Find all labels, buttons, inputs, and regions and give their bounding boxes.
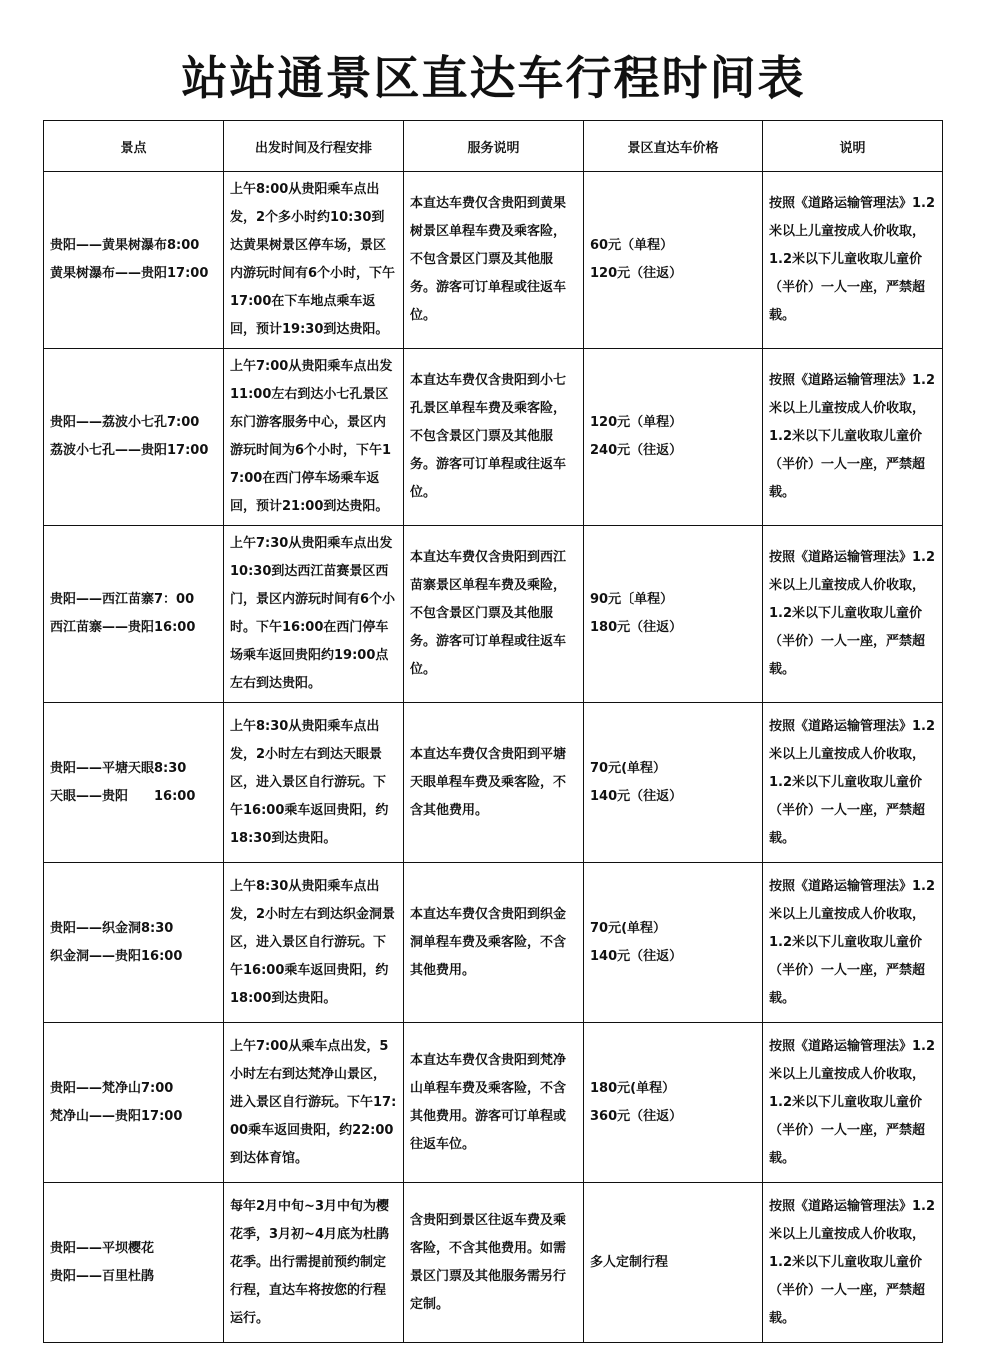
schedule-cell: 上午7:00从贵阳乘车点出发11:00左右到达小七孔景区东门游客服务中心，景区内游玩时间为6个小时，下午17:00在西门停车场乘车返回，预计21:00到达贵阳。 (224, 349, 404, 526)
spot-return: 天眼——贵阳 16:00 (50, 788, 196, 804)
price-single: 120元（单程） (590, 415, 683, 430)
price-round: 360元（往返） (590, 1108, 683, 1124)
table-row (44, 349, 943, 526)
table-row (44, 703, 943, 863)
price-cell (584, 349, 763, 526)
schedule-cell: 每年2月中旬~3月中旬为樱花季，3月初~4月底为杜鹃花季。出行需提前预约制定行程，直达车将按您的行程运行。 (224, 1183, 404, 1343)
schedule-cell: 上午7:00从乘车点出发，5小时左右到达梵净山景区，进入景区自行游玩。下午17:00乘车返回贵阳，约22:00到达体育馆。 (224, 1023, 404, 1183)
spot-cell (44, 172, 224, 349)
note-cell: 按照《道路运输管理法》1.2米以上儿童按成人价收取，1.2米以下儿童收取儿童价（半价）一人一座，严禁超载。 (763, 172, 943, 349)
header-spot: 景点 (44, 121, 224, 172)
price-round: 240元（往返） (590, 443, 683, 458)
spot-outbound: 贵阳——西江苗寨7：00 (50, 592, 195, 607)
spot-return: 黄果树瀑布——贵阳17:00 (50, 266, 209, 281)
table-row (44, 526, 943, 703)
spot-cell (44, 526, 224, 703)
service-cell: 本直达车费仅含贵阳到平塘天眼单程车费及乘客险，不含其他费用。 (404, 703, 584, 863)
spot-outbound: 贵阳——黄果树瀑布8:00 (50, 238, 200, 253)
spot-outbound: 贵阳——荔波小七孔7:00 (50, 415, 200, 430)
price-cell (584, 1183, 763, 1343)
service-cell: 本直达车费仅含贵阳到西江苗寨景区单程车费及乘险，不包含景区门票及其他服务。游客可订单程或往返车位。 (404, 526, 584, 703)
schedule-cell: 上午8:00从贵阳乘车点出发，2个多小时约10:30到达黄果树景区停车场，景区内游玩时间有6个小时，下午17:00在下车地点乘车返回，预计19:30到达贵阳。 (224, 172, 404, 349)
price-cell (584, 526, 763, 703)
note-cell: 按照《道路运输管理法》1.2米以上儿童按成人价收取，1.2米以下儿童收取儿童价（半价）一人一座，严禁超载。 (763, 1183, 943, 1343)
spot-outbound: 贵阳——梵净山7:00 (50, 1080, 174, 1096)
header-service: 服务说明 (404, 121, 584, 172)
spot-cell (44, 863, 224, 1023)
price-custom: 多人定制行程 (590, 1254, 669, 1270)
spot-cell (44, 1183, 224, 1343)
service-cell: 本直达车费仅含贵阳到小七孔景区单程车费及乘客险，不包含景区门票及其他服务。游客可订单程或往返车位。 (404, 349, 584, 526)
price-cell (584, 863, 763, 1023)
schedule-table (43, 120, 943, 1343)
price-cell (584, 703, 763, 863)
service-cell: 本直达车费仅含贵阳到织金洞单程车费及乘客险，不含其他费用。 (404, 863, 584, 1023)
spot-return: 西江苗寨——贵阳16:00 (50, 620, 196, 635)
note-cell: 按照《道路运输管理法》1.2米以上儿童按成人价收取，1.2米以下儿童收取儿童价（半价）一人一座，严禁超载。 (763, 349, 943, 526)
header-row (44, 121, 943, 172)
price-cell (584, 172, 763, 349)
spot-outbound: 贵阳——织金洞8:30 (50, 920, 174, 936)
price-round: 140元（往返） (590, 788, 683, 804)
schedule-cell: 上午8:30从贵阳乘车点出发，2小时左右到达织金洞景区，进入景区自行游玩。下午16:00乘车返回贵阳，约18:00到达贵阳。 (224, 863, 404, 1023)
note-cell: 按照《道路运输管理法》1.2米以上儿童按成人价收取，1.2米以下儿童收取儿童价（半价）一人一座，严禁超载。 (763, 526, 943, 703)
spot-return: 织金洞——贵阳16:00 (50, 948, 183, 964)
table-row (44, 863, 943, 1023)
service-cell: 含贵阳到景区往返车费及乘客险，不含其他费用。如需景区门票及其他服务需另行定制。 (404, 1183, 584, 1343)
schedule-cell: 上午7:30从贵阳乘车点出发10:30到达西江苗赛景区西门，景区内游玩时间有6个小时。下午16:00在西门停车场乘车返回贵阳约19:00点左右到达贵阳。 (224, 526, 404, 703)
header-price: 景区直达车价格 (584, 121, 763, 172)
price-round: 180元（往返） (590, 620, 683, 635)
spot-cell (44, 349, 224, 526)
header-schedule: 出发时间及行程安排 (224, 121, 404, 172)
spot-cell (44, 703, 224, 863)
price-round: 120元（往返） (590, 266, 683, 281)
service-cell: 本直达车费仅含贵阳到黄果树景区单程车费及乘客险，不包含景区门票及其他服务。游客可订单程或往返车位。 (404, 172, 584, 349)
note-cell: 按照《道路运输管理法》1.2米以上儿童按成人价收取，1.2米以下儿童收取儿童价（半价）一人一座，严禁超载。 (763, 863, 943, 1023)
price-cell (584, 1023, 763, 1183)
table-row (44, 172, 943, 349)
spot-cell (44, 1023, 224, 1183)
note-cell: 按照《道路运输管理法》1.2米以上儿童按成人价收取，1.2米以下儿童收取儿童价（半价）一人一座，严禁超载。 (763, 1023, 943, 1183)
page-title: 站站通景区直达车行程时间表 (181, 51, 806, 105)
price-single: 70元(单程） (590, 920, 667, 936)
schedule-cell: 上午8:30从贵阳乘车点出发，2小时左右到达天眼景区，进入景区自行游玩。下午16:00乘车返回贵阳，约18:30到达贵阳。 (224, 703, 404, 863)
price-single: 90元〔单程） (590, 592, 674, 607)
spot-return: 贵阳——百里杜鹃 (50, 1268, 155, 1284)
note-cell: 按照《道路运输管理法》1.2米以上儿童按成人价收取，1.2米以下儿童收取儿童价（半价）一人一座，严禁超载。 (763, 703, 943, 863)
spot-outbound: 贵阳——平塘天眼8:30 (50, 760, 187, 776)
spot-outbound: 贵阳——平坝樱花 (50, 1240, 155, 1256)
table-row (44, 1023, 943, 1183)
service-cell: 本直达车费仅含贵阳到梵净山单程车费及乘客险，不含其他费用。游客可订单程或往返车位。 (404, 1023, 584, 1183)
price-single: 70元(单程） (590, 760, 667, 776)
spot-return: 荔波小七孔——贵阳17:00 (50, 443, 209, 458)
header-note: 说明 (763, 121, 943, 172)
price-round: 140元（往返） (590, 948, 683, 964)
spot-return: 梵净山——贵阳17:00 (50, 1108, 183, 1124)
table-row (44, 1183, 943, 1343)
price-single: 180元(单程） (590, 1080, 676, 1096)
price-single: 60元（单程） (590, 238, 674, 253)
